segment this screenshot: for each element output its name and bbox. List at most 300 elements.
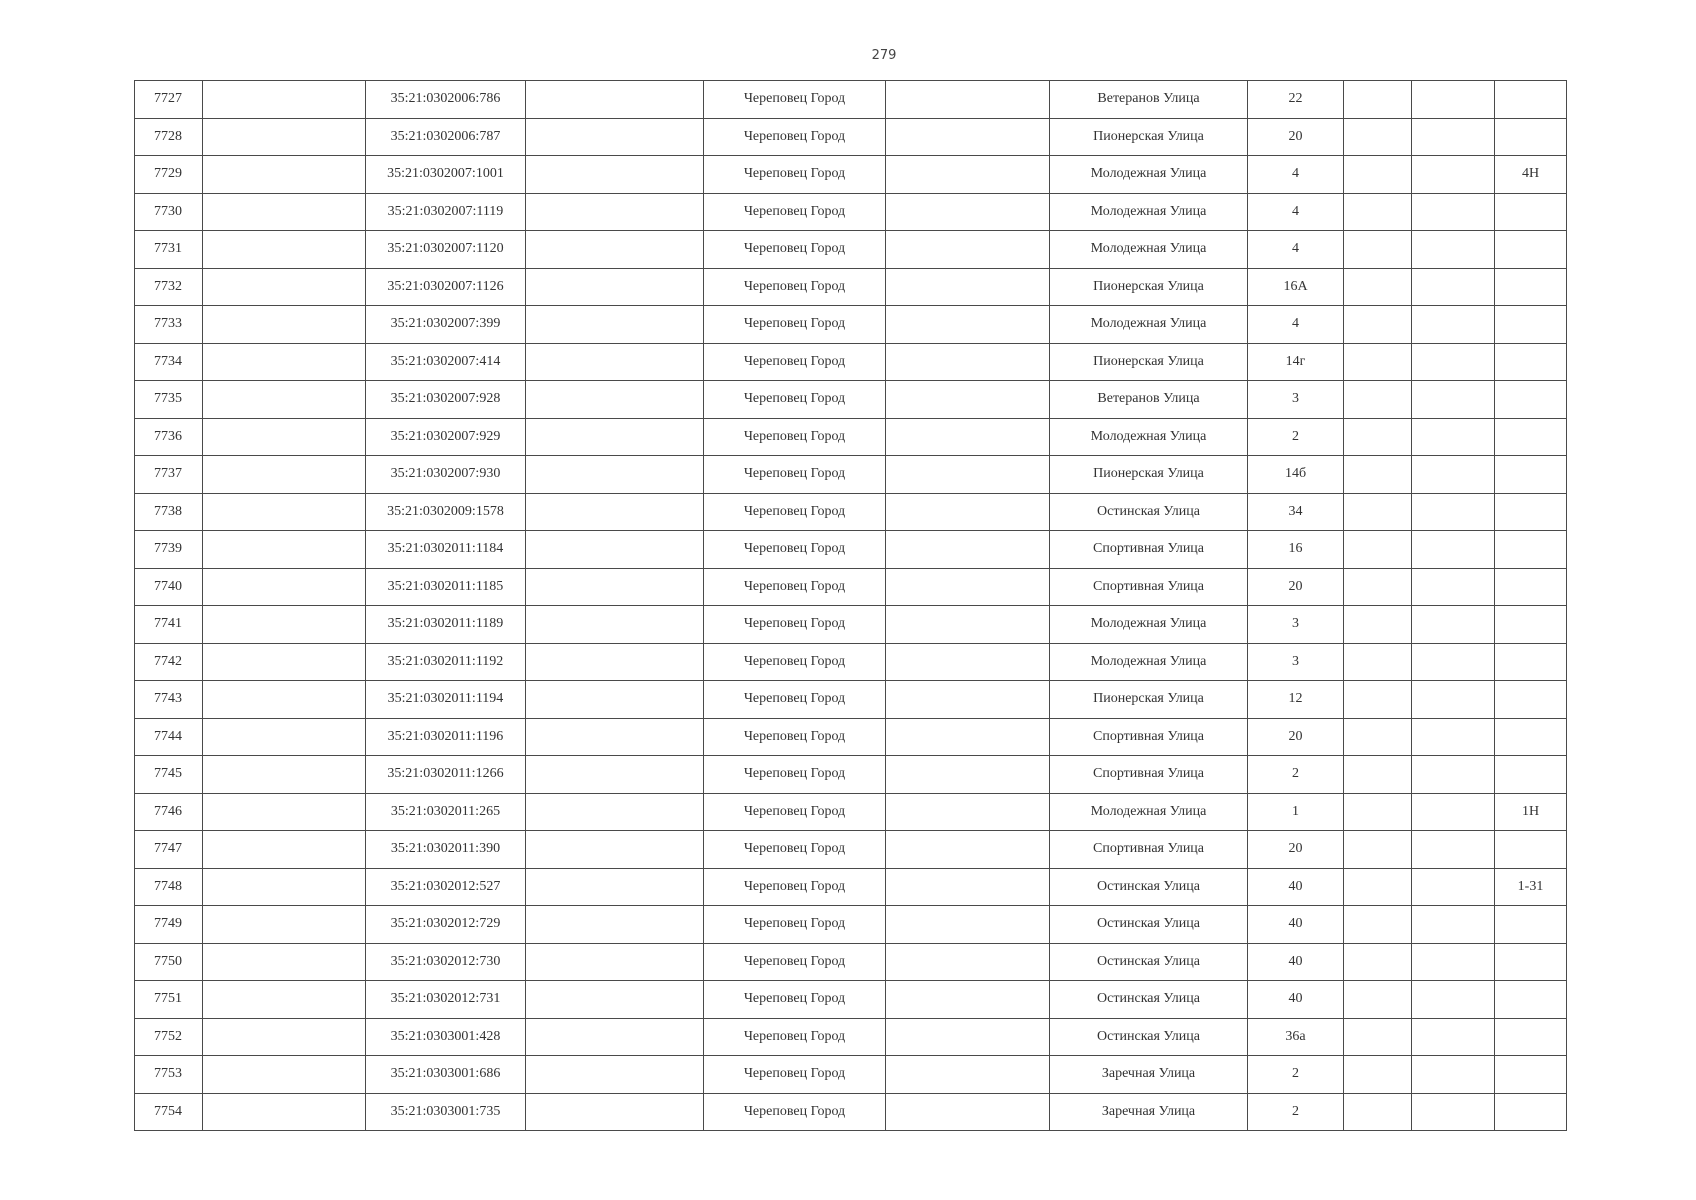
street-cell: Пионерская Улица [1050, 268, 1248, 306]
blank-cell-e [1412, 381, 1495, 419]
blank-cell-b [526, 681, 704, 719]
blank-cell-b [526, 268, 704, 306]
house-number-cell: 20 [1248, 718, 1344, 756]
blank-cell-b [526, 418, 704, 456]
premises-number-cell [1495, 343, 1567, 381]
blank-cell-b [526, 793, 704, 831]
premises-number-cell: 1Н [1495, 793, 1567, 831]
street-cell: Спортивная Улица [1050, 831, 1248, 869]
settlement-cell: Череповец Город [704, 1093, 886, 1131]
settlement-cell: Череповец Город [704, 418, 886, 456]
blank-cell-e [1412, 568, 1495, 606]
blank-cell-d [1344, 1056, 1412, 1094]
blank-cell-d [1344, 643, 1412, 681]
blank-cell-e [1412, 493, 1495, 531]
blank-cell-a [203, 868, 366, 906]
blank-cell-c [886, 381, 1050, 419]
street-cell: Молодежная Улица [1050, 606, 1248, 644]
blank-cell-a [203, 831, 366, 869]
cadastral-number-cell: 35:21:0303001:686 [366, 1056, 526, 1094]
cadastral-number-cell: 35:21:0302007:399 [366, 306, 526, 344]
table-row [135, 718, 1567, 756]
street-cell: Спортивная Улица [1050, 718, 1248, 756]
house-number-cell: 4 [1248, 306, 1344, 344]
house-number-cell: 3 [1248, 606, 1344, 644]
settlement-cell: Череповец Город [704, 493, 886, 531]
house-number-cell: 2 [1248, 418, 1344, 456]
premises-number-cell [1495, 268, 1567, 306]
cadastral-number-cell: 35:21:0302007:1126 [366, 268, 526, 306]
house-number-cell: 4 [1248, 193, 1344, 231]
blank-cell-c [886, 343, 1050, 381]
blank-cell-b [526, 718, 704, 756]
blank-cell-a [203, 606, 366, 644]
settlement-cell: Череповец Город [704, 831, 886, 869]
blank-cell-e [1412, 306, 1495, 344]
table-row [135, 831, 1567, 869]
settlement-cell: Череповец Город [704, 381, 886, 419]
row-number-cell: 7752 [135, 1018, 203, 1056]
blank-cell-c [886, 268, 1050, 306]
cadastral-number-cell: 35:21:0302012:731 [366, 981, 526, 1019]
blank-cell-d [1344, 81, 1412, 119]
blank-cell-d [1344, 381, 1412, 419]
settlement-cell: Череповец Город [704, 756, 886, 794]
premises-number-cell [1495, 981, 1567, 1019]
row-number-cell: 7751 [135, 981, 203, 1019]
house-number-cell: 34 [1248, 493, 1344, 531]
blank-cell-d [1344, 793, 1412, 831]
blank-cell-c [886, 943, 1050, 981]
cadastral-number-cell: 35:21:0302012:729 [366, 906, 526, 944]
house-number-cell: 12 [1248, 681, 1344, 719]
settlement-cell: Череповец Город [704, 718, 886, 756]
cadastral-number-cell: 35:21:0302011:1185 [366, 568, 526, 606]
blank-cell-a [203, 81, 366, 119]
blank-cell-e [1412, 1056, 1495, 1094]
blank-cell-b [526, 456, 704, 494]
premises-number-cell: 4Н [1495, 156, 1567, 194]
registry-table-body [135, 81, 1567, 1131]
premises-number-cell [1495, 718, 1567, 756]
street-cell: Молодежная Улица [1050, 643, 1248, 681]
blank-cell-a [203, 306, 366, 344]
table-row [135, 568, 1567, 606]
blank-cell-a [203, 231, 366, 269]
blank-cell-b [526, 231, 704, 269]
blank-cell-d [1344, 306, 1412, 344]
premises-number-cell [1495, 681, 1567, 719]
blank-cell-b [526, 193, 704, 231]
premises-number-cell [1495, 456, 1567, 494]
blank-cell-d [1344, 981, 1412, 1019]
cadastral-number-cell: 35:21:0302007:928 [366, 381, 526, 419]
blank-cell-d [1344, 118, 1412, 156]
house-number-cell: 22 [1248, 81, 1344, 119]
blank-cell-a [203, 906, 366, 944]
premises-number-cell [1495, 643, 1567, 681]
blank-cell-b [526, 493, 704, 531]
street-cell: Молодежная Улица [1050, 418, 1248, 456]
cadastral-number-cell: 35:21:0302007:1120 [366, 231, 526, 269]
house-number-cell: 2 [1248, 1093, 1344, 1131]
street-cell: Пионерская Улица [1050, 343, 1248, 381]
street-cell: Спортивная Улица [1050, 531, 1248, 569]
street-cell: Остинская Улица [1050, 943, 1248, 981]
row-number-cell: 7741 [135, 606, 203, 644]
blank-cell-a [203, 381, 366, 419]
registry-table [134, 80, 1567, 1131]
blank-cell-d [1344, 1018, 1412, 1056]
blank-cell-a [203, 943, 366, 981]
house-number-cell: 4 [1248, 156, 1344, 194]
blank-cell-c [886, 493, 1050, 531]
blank-cell-a [203, 456, 366, 494]
row-number-cell: 7729 [135, 156, 203, 194]
blank-cell-d [1344, 193, 1412, 231]
settlement-cell: Череповец Город [704, 606, 886, 644]
cadastral-number-cell: 35:21:0303001:735 [366, 1093, 526, 1131]
blank-cell-c [886, 793, 1050, 831]
cadastral-number-cell: 35:21:0302012:730 [366, 943, 526, 981]
house-number-cell: 40 [1248, 943, 1344, 981]
blank-cell-c [886, 193, 1050, 231]
row-number-cell: 7732 [135, 268, 203, 306]
blank-cell-b [526, 1018, 704, 1056]
house-number-cell: 2 [1248, 756, 1344, 794]
cadastral-number-cell: 35:21:0302007:930 [366, 456, 526, 494]
blank-cell-a [203, 681, 366, 719]
blank-cell-e [1412, 268, 1495, 306]
blank-cell-c [886, 756, 1050, 794]
blank-cell-c [886, 1093, 1050, 1131]
table-row [135, 643, 1567, 681]
blank-cell-e [1412, 418, 1495, 456]
row-number-cell: 7748 [135, 868, 203, 906]
house-number-cell: 20 [1248, 831, 1344, 869]
premises-number-cell [1495, 81, 1567, 119]
table-row [135, 81, 1567, 119]
settlement-cell: Череповец Город [704, 343, 886, 381]
blank-cell-b [526, 531, 704, 569]
blank-cell-d [1344, 606, 1412, 644]
blank-cell-d [1344, 943, 1412, 981]
house-number-cell: 20 [1248, 118, 1344, 156]
blank-cell-b [526, 381, 704, 419]
blank-cell-a [203, 193, 366, 231]
blank-cell-e [1412, 643, 1495, 681]
blank-cell-b [526, 568, 704, 606]
settlement-cell: Череповец Город [704, 531, 886, 569]
blank-cell-d [1344, 343, 1412, 381]
table-row [135, 343, 1567, 381]
table-row [135, 456, 1567, 494]
row-number-cell: 7750 [135, 943, 203, 981]
blank-cell-e [1412, 81, 1495, 119]
table-row [135, 943, 1567, 981]
settlement-cell: Череповец Город [704, 1056, 886, 1094]
table-row [135, 606, 1567, 644]
blank-cell-d [1344, 268, 1412, 306]
row-number-cell: 7736 [135, 418, 203, 456]
cadastral-number-cell: 35:21:0302012:527 [366, 868, 526, 906]
table-row [135, 1018, 1567, 1056]
blank-cell-a [203, 756, 366, 794]
house-number-cell: 20 [1248, 568, 1344, 606]
blank-cell-e [1412, 681, 1495, 719]
blank-cell-b [526, 868, 704, 906]
blank-cell-e [1412, 118, 1495, 156]
table-row [135, 756, 1567, 794]
premises-number-cell [1495, 756, 1567, 794]
street-cell: Ветеранов Улица [1050, 81, 1248, 119]
blank-cell-c [886, 456, 1050, 494]
blank-cell-b [526, 943, 704, 981]
settlement-cell: Череповец Город [704, 906, 886, 944]
table-row [135, 981, 1567, 1019]
premises-number-cell [1495, 1018, 1567, 1056]
street-cell: Молодежная Улица [1050, 156, 1248, 194]
street-cell: Остинская Улица [1050, 868, 1248, 906]
settlement-cell: Череповец Город [704, 681, 886, 719]
premises-number-cell [1495, 606, 1567, 644]
blank-cell-c [886, 868, 1050, 906]
table-row [135, 268, 1567, 306]
blank-cell-e [1412, 606, 1495, 644]
house-number-cell: 40 [1248, 981, 1344, 1019]
blank-cell-c [886, 643, 1050, 681]
cadastral-number-cell: 35:21:0303001:428 [366, 1018, 526, 1056]
premises-number-cell: 1-31 [1495, 868, 1567, 906]
blank-cell-d [1344, 418, 1412, 456]
row-number-cell: 7738 [135, 493, 203, 531]
blank-cell-e [1412, 756, 1495, 794]
blank-cell-c [886, 418, 1050, 456]
table-row [135, 681, 1567, 719]
cadastral-number-cell: 35:21:0302006:787 [366, 118, 526, 156]
row-number-cell: 7744 [135, 718, 203, 756]
blank-cell-e [1412, 793, 1495, 831]
premises-number-cell [1495, 493, 1567, 531]
blank-cell-b [526, 831, 704, 869]
house-number-cell: 14б [1248, 456, 1344, 494]
house-number-cell: 40 [1248, 906, 1344, 944]
cadastral-number-cell: 35:21:0302009:1578 [366, 493, 526, 531]
settlement-cell: Череповец Город [704, 793, 886, 831]
blank-cell-e [1412, 343, 1495, 381]
blank-cell-d [1344, 681, 1412, 719]
row-number-cell: 7743 [135, 681, 203, 719]
blank-cell-e [1412, 1093, 1495, 1131]
blank-cell-c [886, 568, 1050, 606]
blank-cell-e [1412, 943, 1495, 981]
blank-cell-b [526, 1093, 704, 1131]
blank-cell-c [886, 681, 1050, 719]
cadastral-number-cell: 35:21:0302007:929 [366, 418, 526, 456]
table-row [135, 793, 1567, 831]
street-cell: Спортивная Улица [1050, 568, 1248, 606]
blank-cell-d [1344, 1093, 1412, 1131]
cadastral-number-cell: 35:21:0302011:1192 [366, 643, 526, 681]
blank-cell-a [203, 718, 366, 756]
settlement-cell: Череповец Город [704, 868, 886, 906]
premises-number-cell [1495, 306, 1567, 344]
blank-cell-c [886, 531, 1050, 569]
blank-cell-b [526, 643, 704, 681]
premises-number-cell [1495, 118, 1567, 156]
blank-cell-d [1344, 156, 1412, 194]
blank-cell-c [886, 1056, 1050, 1094]
cadastral-number-cell: 35:21:0302007:1001 [366, 156, 526, 194]
blank-cell-a [203, 568, 366, 606]
row-number-cell: 7733 [135, 306, 203, 344]
house-number-cell: 3 [1248, 643, 1344, 681]
house-number-cell: 36а [1248, 1018, 1344, 1056]
row-number-cell: 7735 [135, 381, 203, 419]
settlement-cell: Череповец Город [704, 156, 886, 194]
blank-cell-d [1344, 456, 1412, 494]
table-row [135, 493, 1567, 531]
premises-number-cell [1495, 1093, 1567, 1131]
blank-cell-d [1344, 231, 1412, 269]
table-row [135, 868, 1567, 906]
premises-number-cell [1495, 231, 1567, 269]
street-cell: Остинская Улица [1050, 493, 1248, 531]
page-number: 279 [871, 48, 897, 63]
settlement-cell: Череповец Город [704, 1018, 886, 1056]
blank-cell-d [1344, 568, 1412, 606]
blank-cell-b [526, 606, 704, 644]
table-row [135, 193, 1567, 231]
row-number-cell: 7753 [135, 1056, 203, 1094]
table-row [135, 1056, 1567, 1094]
street-cell: Пионерская Улица [1050, 456, 1248, 494]
premises-number-cell [1495, 1056, 1567, 1094]
table-row [135, 418, 1567, 456]
settlement-cell: Череповец Город [704, 118, 886, 156]
settlement-cell: Череповец Город [704, 943, 886, 981]
cadastral-number-cell: 35:21:0302007:1119 [366, 193, 526, 231]
house-number-cell: 16 [1248, 531, 1344, 569]
premises-number-cell [1495, 831, 1567, 869]
settlement-cell: Череповец Город [704, 568, 886, 606]
settlement-cell: Череповец Город [704, 306, 886, 344]
street-cell: Остинская Улица [1050, 981, 1248, 1019]
table-row [135, 531, 1567, 569]
blank-cell-b [526, 118, 704, 156]
blank-cell-b [526, 906, 704, 944]
blank-cell-d [1344, 531, 1412, 569]
table-row [135, 156, 1567, 194]
row-number-cell: 7730 [135, 193, 203, 231]
blank-cell-e [1412, 193, 1495, 231]
cadastral-number-cell: 35:21:0302011:1184 [366, 531, 526, 569]
street-cell: Молодежная Улица [1050, 193, 1248, 231]
cadastral-number-cell: 35:21:0302011:1194 [366, 681, 526, 719]
settlement-cell: Череповец Город [704, 268, 886, 306]
settlement-cell: Череповец Город [704, 81, 886, 119]
blank-cell-c [886, 718, 1050, 756]
blank-cell-a [203, 1093, 366, 1131]
blank-cell-e [1412, 906, 1495, 944]
row-number-cell: 7742 [135, 643, 203, 681]
house-number-cell: 4 [1248, 231, 1344, 269]
row-number-cell: 7749 [135, 906, 203, 944]
cadastral-number-cell: 35:21:0302007:414 [366, 343, 526, 381]
blank-cell-b [526, 1056, 704, 1094]
street-cell: Молодежная Улица [1050, 231, 1248, 269]
premises-number-cell [1495, 943, 1567, 981]
cadastral-number-cell: 35:21:0302011:265 [366, 793, 526, 831]
street-cell: Заречная Улица [1050, 1093, 1248, 1131]
blank-cell-b [526, 343, 704, 381]
blank-cell-c [886, 306, 1050, 344]
blank-cell-e [1412, 531, 1495, 569]
premises-number-cell [1495, 193, 1567, 231]
blank-cell-d [1344, 493, 1412, 531]
street-cell: Ветеранов Улица [1050, 381, 1248, 419]
table-row [135, 1093, 1567, 1131]
blank-cell-a [203, 531, 366, 569]
blank-cell-d [1344, 756, 1412, 794]
house-number-cell: 1 [1248, 793, 1344, 831]
blank-cell-b [526, 981, 704, 1019]
premises-number-cell [1495, 531, 1567, 569]
street-cell: Пионерская Улица [1050, 681, 1248, 719]
blank-cell-e [1412, 156, 1495, 194]
settlement-cell: Череповец Город [704, 643, 886, 681]
blank-cell-d [1344, 906, 1412, 944]
settlement-cell: Череповец Город [704, 456, 886, 494]
row-number-cell: 7740 [135, 568, 203, 606]
table-row [135, 118, 1567, 156]
blank-cell-c [886, 606, 1050, 644]
premises-number-cell [1495, 381, 1567, 419]
table-row [135, 906, 1567, 944]
street-cell: Пионерская Улица [1050, 118, 1248, 156]
blank-cell-a [203, 643, 366, 681]
blank-cell-c [886, 906, 1050, 944]
blank-cell-a [203, 156, 366, 194]
row-number-cell: 7745 [135, 756, 203, 794]
street-cell: Остинская Улица [1050, 1018, 1248, 1056]
blank-cell-b [526, 756, 704, 794]
cadastral-number-cell: 35:21:0302011:1189 [366, 606, 526, 644]
row-number-cell: 7727 [135, 81, 203, 119]
blank-cell-b [526, 156, 704, 194]
blank-cell-a [203, 418, 366, 456]
house-number-cell: 2 [1248, 1056, 1344, 1094]
settlement-cell: Череповец Город [704, 193, 886, 231]
settlement-cell: Череповец Город [704, 981, 886, 1019]
blank-cell-d [1344, 831, 1412, 869]
row-number-cell: 7728 [135, 118, 203, 156]
table-row [135, 231, 1567, 269]
blank-cell-c [886, 118, 1050, 156]
premises-number-cell [1495, 418, 1567, 456]
row-number-cell: 7734 [135, 343, 203, 381]
house-number-cell: 16А [1248, 268, 1344, 306]
blank-cell-e [1412, 1018, 1495, 1056]
cadastral-number-cell: 35:21:0302011:390 [366, 831, 526, 869]
cadastral-number-cell: 35:21:0302011:1266 [366, 756, 526, 794]
house-number-cell: 14г [1248, 343, 1344, 381]
blank-cell-a [203, 118, 366, 156]
blank-cell-e [1412, 231, 1495, 269]
blank-cell-d [1344, 718, 1412, 756]
house-number-cell: 40 [1248, 868, 1344, 906]
row-number-cell: 7747 [135, 831, 203, 869]
